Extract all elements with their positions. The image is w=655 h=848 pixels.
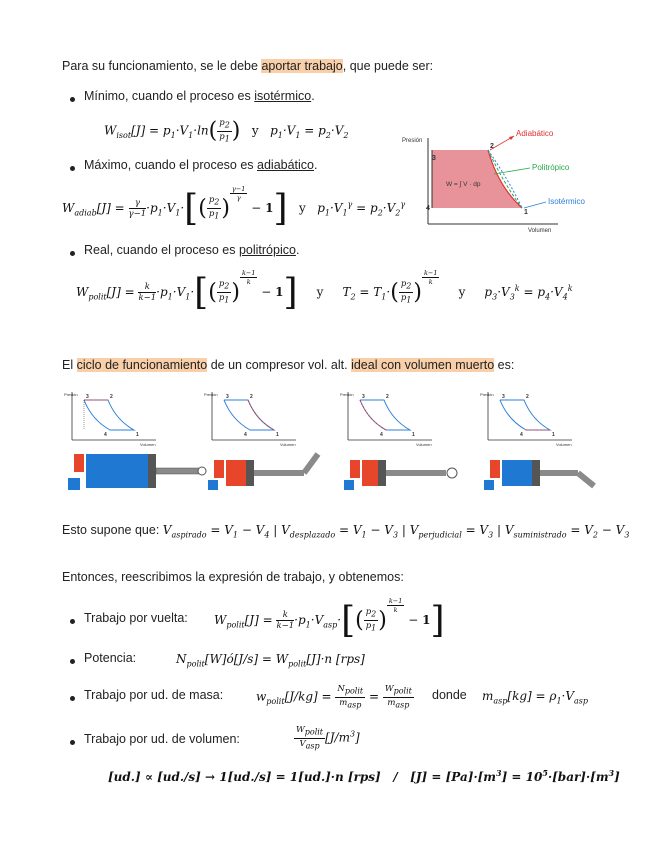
cylinder-rod — [540, 470, 578, 476]
bullet-adiabatico — [84, 158, 318, 172]
cylinder-1 — [68, 454, 206, 490]
mini-point-1: 1 — [276, 432, 279, 438]
mini-point-1: 1 — [412, 432, 415, 438]
pv-xlabel: Volumen — [528, 228, 552, 234]
item-masa-label: Trabajo por ud. de masa: — [84, 688, 224, 702]
intro-post: , que puede ser: — [342, 59, 434, 73]
cylinder-gas — [502, 460, 532, 486]
cylinder-piston — [246, 460, 254, 486]
cylinder-crank — [447, 468, 457, 478]
pv-work-area — [432, 150, 522, 208]
cylinder-valve — [214, 460, 224, 478]
bullet-pol-word: politrópico — [238, 243, 296, 257]
mini-diagram-4 — [480, 392, 572, 447]
pv-point-4: 4 — [426, 205, 430, 212]
cylinder-rod — [156, 468, 202, 474]
pv-arrowhead-adiabatic — [509, 136, 514, 140]
formula-potencia: $N_{polit}[W]ó[J/s] = W_{polit}[J]\cdot n$ [rps] — [176, 652, 365, 669]
cylinder-crank — [578, 473, 594, 486]
mini-ylabel: Presión — [204, 392, 218, 397]
bullet-dot — [70, 659, 75, 664]
bullet-dot — [70, 166, 75, 171]
bullet-adi-post: . — [314, 158, 318, 172]
cylinder-3 — [344, 460, 457, 490]
item-vuelta-label: Trabajo por vuelta: — [84, 611, 188, 625]
mini-ylabel: Presión — [340, 392, 354, 397]
supone-text: Esto supone que: — [62, 523, 160, 537]
pv-work-label: W = ∫ V · dp — [446, 181, 481, 188]
cylinder-gas — [226, 460, 246, 486]
pv-point-1: 1 — [524, 209, 528, 216]
mini-diagram-2 — [204, 392, 296, 447]
mini-point-3: 3 — [502, 394, 505, 400]
cylinder-piston — [148, 454, 156, 488]
cylinder-valve — [350, 460, 360, 478]
supone-formula: $V_{aspirado} = V_1 - V_4$ | $V_{desplazado} = V_1 - V_3$ | $V_{perjudicial} = V_3$ | $V_{suministrado} = V_2 - V_3$ — [162, 523, 630, 540]
mini-active-stroke — [360, 400, 386, 430]
cylinder-crank — [198, 467, 206, 475]
mini-xlabel: Volumen — [556, 442, 572, 447]
pv-diagram — [398, 124, 602, 236]
cycle-highlight-2: ideal con volumen muerto — [351, 358, 495, 372]
mini-cycle-path — [500, 400, 550, 430]
mini-diagram-1 — [64, 392, 156, 447]
cylinder-crank — [304, 454, 318, 473]
bullet-pol-pre: Real, cuando el proceso es — [84, 243, 239, 257]
bullet-dot — [70, 619, 75, 624]
item-potencia-label: Potencia: — [84, 651, 137, 665]
mini-xlabel: Volumen — [416, 442, 432, 447]
pv-point-2: 2 — [490, 143, 494, 150]
bullet-iso-word: isotérmico — [254, 89, 312, 103]
bullet-iso-pre: Mínimo, cuando el proceso es — [84, 89, 255, 103]
cylinder-piston — [378, 460, 386, 486]
supone-line — [62, 523, 629, 539]
bullet-adi-word: adiabático — [257, 158, 315, 172]
mini-point-4: 4 — [104, 432, 107, 438]
mini-ylabel: Presión — [480, 392, 494, 397]
mini-point-1: 1 — [552, 432, 555, 438]
entonces-text: Entonces, reescribimos la expresión de trabajo, y obtenemos: — [62, 570, 404, 584]
formula-isotermico: $W_{isot}[J] = p_1\cdot V_1\cdot\ln$( $\frac{p_2}{p_1}$ ) y $p_1\cdot V_1 = p_2\cdot V_2$ — [104, 118, 349, 144]
item-volumen-label: Trabajo por ud. de volumen: — [84, 732, 240, 746]
intro-text — [62, 59, 433, 73]
mini-xlabel: Volumen — [140, 442, 156, 447]
cylinder-valve — [490, 460, 500, 478]
mini-point-2: 2 — [110, 394, 113, 400]
pv-label-politropico: Politrópico — [532, 163, 570, 172]
mini-point-1: 1 — [136, 432, 139, 438]
cylinder-valve — [74, 454, 84, 472]
cycle-highlight-1: ciclo de funcionamiento — [76, 358, 208, 372]
bullet-dot — [70, 97, 75, 102]
bullet-adi-pre: Máximo, cuando el proceso es — [84, 158, 258, 172]
cycle-text — [62, 358, 514, 372]
intro-pre: Para su funcionamiento, se le debe — [62, 59, 262, 73]
formula-masa-donde: $m_{asp}[kg] = \rho_1\cdot V_{asp}$ — [482, 689, 589, 706]
mini-point-3: 3 — [362, 394, 365, 400]
intro-highlight: aportar trabajo — [261, 59, 343, 73]
cylinder-inlet — [484, 480, 494, 490]
mini-cycle-path — [84, 400, 134, 430]
formula-masa: $w_{polit}[J/kg]$ = $\frac{N_{polit}}{m_{asp}}$ = $\frac{W_{polit}}{m_{asp}}$ — [256, 684, 412, 710]
cycle-post: es: — [494, 358, 515, 372]
cylinder-inlet — [344, 480, 354, 490]
bullet-pol-post: . — [295, 243, 300, 257]
mini-point-2: 2 — [250, 394, 253, 400]
formula-politropico: $W_{polit}[J]$ = $\frac{k}{k-1}$ $\cdot p_1\cdot V_1\cdot$[( $\frac{p_2}{p_1}$ ) $^{\frac{k-1}{k}}$ − 1] y $T_2 = T_1\cdot$( $\frac{p_2}{p_1}$ ) $^{\frac{k-1}{k}}$ y $p_3\cdot V_3^k = p_4\cdot V_4^k$ — [76, 268, 573, 313]
formula-volumen: $\frac{W_{polit}}{V_{asp}}$ $[J/m^3]$ — [296, 725, 360, 751]
pv-arrow-isothermal — [524, 202, 546, 208]
bullet-isotermico — [84, 89, 315, 103]
cylinder-rod — [254, 470, 304, 476]
pv-point-3: 3 — [432, 155, 436, 162]
mini-point-4: 4 — [380, 432, 383, 438]
item-donde-label: donde — [432, 688, 467, 702]
mini-active-stroke — [248, 400, 274, 430]
cylinder-gas — [86, 454, 148, 488]
cylinder-piston — [532, 460, 540, 486]
formula-vuelta: $W_{polit}[J]$ = $\frac{k}{k-1}$ $\cdot p_1\cdot V_{asp}\cdot$[( $\frac{p_2}{p_1}$ ) $^{\frac{k-1}{k}}$ − 1] — [214, 596, 445, 641]
pv-arrow-polytropic — [494, 168, 530, 174]
mini-point-4: 4 — [520, 432, 523, 438]
bullet-dot — [70, 740, 75, 745]
mini-ylabel: Presión — [64, 392, 78, 397]
formula-units: [ud.] ∝ [ud./s] → 1[ud./s] = 1[ud.]·n $[rps] / [J] = [Pa]\cdot[m^3] = 10^5\cdot[bar]\cdot[m^3]$ — [108, 768, 620, 784]
pv-label-adiabatico: Adiabático — [516, 129, 554, 138]
cylinder-4 — [484, 460, 594, 490]
cylinder-gas — [362, 460, 378, 486]
bullet-dot — [70, 251, 75, 256]
mini-diagram-3 — [340, 392, 432, 447]
mini-point-3: 3 — [86, 394, 89, 400]
pv-label-isotermico: Isotérmico — [548, 197, 585, 206]
bullet-politropico — [84, 243, 299, 257]
mini-cycle-path — [360, 400, 410, 430]
mini-point-2: 2 — [386, 394, 389, 400]
mini-point-2: 2 — [526, 394, 529, 400]
bullet-iso-post: . — [311, 89, 315, 103]
cylinder-rod — [386, 470, 446, 476]
cylinder-inlet — [208, 480, 218, 490]
formula-adiabatico: $W_{adiab}[J]$ = $\frac{\gamma}{\gamma-1}$ $\cdot p_1\cdot V_1\cdot$[( $\frac{p_2}{p_1}$ ) $^{\frac{\gamma-1}{\gamma}}$ − 1] y $p_1\cdot V_1^\gamma = p_2\cdot V_2^\gamma$ — [62, 184, 406, 229]
mini-point-3: 3 — [226, 394, 229, 400]
pv-ylabel: Presión — [402, 138, 423, 144]
cycle-mid: de un compresor vol. alt. — [207, 358, 352, 372]
mini-xlabel: Volumen — [280, 442, 296, 447]
mini-point-4: 4 — [244, 432, 247, 438]
cylinder-2 — [208, 454, 318, 490]
cylinder-inlet — [68, 478, 80, 490]
cycle-pre: El — [62, 358, 77, 372]
cycle-diagrams — [60, 384, 600, 500]
bullet-dot — [70, 696, 75, 701]
